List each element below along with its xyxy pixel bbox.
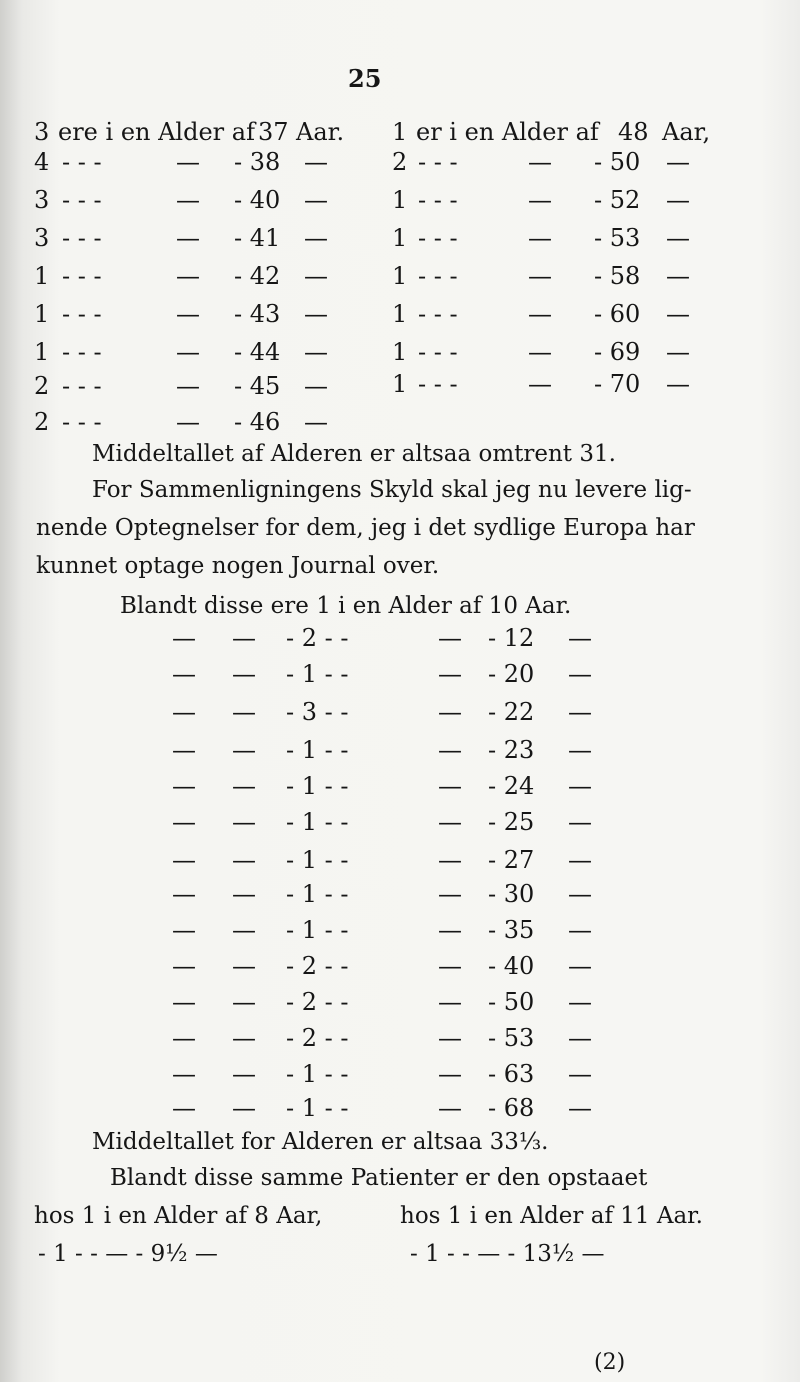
ditto-dash: — bbox=[176, 408, 200, 436]
count: 4 bbox=[34, 148, 50, 176]
ditto-dash: — bbox=[172, 736, 196, 764]
ditto-dash: — bbox=[438, 952, 462, 980]
unit: — bbox=[568, 1060, 592, 1088]
ditto-dash: — bbox=[172, 1024, 196, 1052]
ditto-dash: — bbox=[172, 698, 196, 726]
age: 37 bbox=[258, 118, 289, 146]
ditto-dash: — bbox=[176, 262, 200, 290]
ditto-dash: — bbox=[232, 846, 256, 874]
age: - 68 bbox=[488, 1094, 535, 1122]
ditto-dash: — bbox=[438, 698, 462, 726]
ditto-dash: — bbox=[172, 916, 196, 944]
ditto-dash: — bbox=[232, 880, 256, 908]
ditto-dash: — bbox=[172, 772, 196, 800]
count: 1 bbox=[34, 300, 50, 328]
ditto-dash: — bbox=[172, 1060, 196, 1088]
ditto-dash: — bbox=[438, 736, 462, 764]
mean-age-sentence-1: Middeltallet af Alderen er altsaa omtrent 31. bbox=[92, 441, 616, 467]
count: 1 bbox=[392, 338, 408, 366]
unit: — bbox=[568, 736, 592, 764]
ditto-marks: - - - bbox=[62, 300, 102, 328]
ditto-dash: — bbox=[438, 880, 462, 908]
ditto-dash: — bbox=[528, 338, 552, 366]
count: - 1 - - bbox=[286, 1094, 349, 1122]
unit: — bbox=[568, 916, 592, 944]
ditto-dash: — bbox=[176, 338, 200, 366]
age: - 43 bbox=[234, 300, 281, 328]
age: - 50 bbox=[488, 988, 535, 1016]
ditto-dash: — bbox=[172, 808, 196, 836]
unit: — bbox=[568, 952, 592, 980]
ditto-dash: — bbox=[528, 148, 552, 176]
age: - 41 bbox=[234, 224, 281, 252]
age: - 45 bbox=[234, 372, 281, 400]
count: 1 bbox=[392, 300, 408, 328]
age: - 58 bbox=[594, 262, 641, 290]
ditto-dash: — bbox=[438, 624, 462, 652]
age: - 24 bbox=[488, 772, 535, 800]
ditto-marks: - - - bbox=[418, 338, 458, 366]
paragraph-line: - 1 - - — - 13½ — bbox=[410, 1241, 605, 1267]
paragraph-line: hos 1 i en Alder af 8 Aar, bbox=[34, 1203, 323, 1229]
unit: — bbox=[666, 224, 690, 252]
ditto-dash: — bbox=[528, 186, 552, 214]
age: - 20 bbox=[488, 660, 535, 688]
unit: — bbox=[304, 262, 328, 290]
age: - 44 bbox=[234, 338, 281, 366]
unit: — bbox=[666, 186, 690, 214]
ditto-dash: — bbox=[176, 300, 200, 328]
unit: — bbox=[304, 186, 328, 214]
count: - 1 - - bbox=[286, 846, 349, 874]
ditto-marks: - - - bbox=[418, 262, 458, 290]
age: - 70 bbox=[594, 370, 641, 398]
ditto-dash: — bbox=[176, 224, 200, 252]
ditto-marks: - - - bbox=[418, 224, 458, 252]
age: - 53 bbox=[488, 1024, 535, 1052]
ditto-dash: — bbox=[438, 1024, 462, 1052]
ditto-dash: — bbox=[438, 660, 462, 688]
unit: — bbox=[568, 772, 592, 800]
unit: — bbox=[304, 224, 328, 252]
count: - 2 - - bbox=[286, 1024, 349, 1052]
ditto-dash: — bbox=[232, 736, 256, 764]
paragraph-line: nende Optegnelser for dem, jeg i det sydlige Europa har bbox=[36, 515, 695, 541]
count: 3 bbox=[34, 186, 50, 214]
age: - 27 bbox=[488, 846, 535, 874]
ditto-dash: — bbox=[528, 370, 552, 398]
unit: — bbox=[568, 808, 592, 836]
ditto-marks: - - - bbox=[62, 148, 102, 176]
ditto-dash: — bbox=[176, 148, 200, 176]
unit: — bbox=[568, 1024, 592, 1052]
ditto-dash: — bbox=[438, 988, 462, 1016]
ditto-dash: — bbox=[232, 952, 256, 980]
ditto-dash: — bbox=[232, 916, 256, 944]
unit: — bbox=[304, 148, 328, 176]
count: 1 bbox=[392, 186, 408, 214]
unit: — bbox=[666, 338, 690, 366]
age: - 50 bbox=[594, 148, 641, 176]
ditto-dash: — bbox=[232, 1060, 256, 1088]
unit: — bbox=[304, 300, 328, 328]
age: - 23 bbox=[488, 736, 535, 764]
count: - 2 - - bbox=[286, 624, 349, 652]
count: 3 bbox=[34, 224, 50, 252]
age: - 53 bbox=[594, 224, 641, 252]
count: 2 bbox=[34, 408, 50, 436]
count: 2 bbox=[392, 148, 408, 176]
ditto-dash: — bbox=[232, 624, 256, 652]
ditto-dash: — bbox=[232, 698, 256, 726]
unit: — bbox=[568, 1094, 592, 1122]
count: 1 bbox=[392, 262, 408, 290]
unit: — bbox=[666, 262, 690, 290]
ditto-marks: - - - bbox=[62, 408, 102, 436]
unit: — bbox=[666, 148, 690, 176]
age: - 52 bbox=[594, 186, 641, 214]
count: - 1 - - bbox=[286, 808, 349, 836]
ditto-marks: - - - bbox=[418, 148, 458, 176]
count: 1 bbox=[34, 338, 50, 366]
count: - 1 - - bbox=[286, 772, 349, 800]
mean-age-sentence-2: Middeltallet for Alderen er altsaa 33⅓. bbox=[92, 1129, 549, 1155]
count: 1 bbox=[392, 118, 408, 146]
count: - 1 - - bbox=[286, 916, 349, 944]
ditto-dash: — bbox=[232, 660, 256, 688]
paragraph-line: Blandt disse samme Patienter er den opstaaet bbox=[110, 1165, 648, 1191]
ditto-dash: — bbox=[438, 808, 462, 836]
ditto-dash: — bbox=[528, 300, 552, 328]
count: - 2 - - bbox=[286, 988, 349, 1016]
count: 1 bbox=[392, 370, 408, 398]
unit: — bbox=[666, 300, 690, 328]
ditto-marks: - - - bbox=[62, 338, 102, 366]
count: - 1 - - bbox=[286, 1060, 349, 1088]
age: - 40 bbox=[488, 952, 535, 980]
ditto-dash: — bbox=[438, 846, 462, 874]
age: - 40 bbox=[234, 186, 281, 214]
unit: — bbox=[568, 698, 592, 726]
ditto-dash: — bbox=[438, 772, 462, 800]
ditto-marks: - - - bbox=[418, 370, 458, 398]
count: 1 bbox=[34, 262, 50, 290]
age: - 63 bbox=[488, 1060, 535, 1088]
ditto-dash: — bbox=[438, 1094, 462, 1122]
unit: — bbox=[304, 372, 328, 400]
ditto-dash: — bbox=[232, 1094, 256, 1122]
count: 2 bbox=[34, 372, 50, 400]
ditto-dash: — bbox=[176, 186, 200, 214]
paragraph-line: kunnet optage nogen Journal over. bbox=[36, 553, 440, 579]
ditto-dash: — bbox=[172, 952, 196, 980]
age: - 12 bbox=[488, 624, 535, 652]
count: - 3 - - bbox=[286, 698, 349, 726]
ditto-dash: — bbox=[172, 988, 196, 1016]
ditto-dash: — bbox=[172, 880, 196, 908]
unit: — bbox=[568, 988, 592, 1016]
ditto-dash: — bbox=[172, 624, 196, 652]
unit: — bbox=[304, 338, 328, 366]
unit: — bbox=[568, 880, 592, 908]
signature-mark: (2) bbox=[594, 1350, 626, 1375]
age: - 35 bbox=[488, 916, 535, 944]
ditto-dash: — bbox=[528, 262, 552, 290]
page-number: 25 bbox=[348, 64, 382, 93]
age: - 60 bbox=[594, 300, 641, 328]
count: 1 bbox=[392, 224, 408, 252]
paragraph-line: hos 1 i en Alder af 11 Aar. bbox=[400, 1203, 703, 1229]
age: - 38 bbox=[234, 148, 281, 176]
ditto-dash: — bbox=[172, 846, 196, 874]
unit: — bbox=[666, 370, 690, 398]
ditto-marks: - - - bbox=[62, 262, 102, 290]
age: - 25 bbox=[488, 808, 535, 836]
age: - 22 bbox=[488, 698, 535, 726]
row-phrase: ere i en Alder af bbox=[58, 118, 255, 146]
ditto-marks: - - - bbox=[62, 186, 102, 214]
unit: Aar, bbox=[662, 118, 711, 146]
ditto-marks: - - - bbox=[418, 300, 458, 328]
paragraph-line: For Sammenligningens Skyld skal jeg nu levere lig- bbox=[92, 477, 692, 503]
unit: Aar. bbox=[296, 118, 345, 146]
table2-header: Blandt disse ere 1 i en Alder af 10 Aar. bbox=[120, 593, 572, 619]
ditto-marks: - - - bbox=[418, 186, 458, 214]
ditto-dash: — bbox=[438, 1060, 462, 1088]
ditto-dash: — bbox=[438, 916, 462, 944]
ditto-dash: — bbox=[528, 224, 552, 252]
ditto-dash: — bbox=[172, 1094, 196, 1122]
count: - 1 - - bbox=[286, 880, 349, 908]
count: - 2 - - bbox=[286, 952, 349, 980]
count: - 1 - - bbox=[286, 736, 349, 764]
paragraph-line: - 1 - - — - 9½ — bbox=[38, 1241, 218, 1267]
count: 3 bbox=[34, 118, 50, 146]
ditto-dash: — bbox=[232, 808, 256, 836]
unit: — bbox=[568, 846, 592, 874]
ditto-dash: — bbox=[176, 372, 200, 400]
ditto-dash: — bbox=[232, 988, 256, 1016]
age: - 30 bbox=[488, 880, 535, 908]
ditto-dash: — bbox=[232, 1024, 256, 1052]
unit: — bbox=[568, 660, 592, 688]
ditto-marks: - - - bbox=[62, 372, 102, 400]
ditto-dash: — bbox=[172, 660, 196, 688]
count: - 1 - - bbox=[286, 660, 349, 688]
age: 48 bbox=[618, 118, 649, 146]
age: - 46 bbox=[234, 408, 281, 436]
unit: — bbox=[304, 408, 328, 436]
age: - 42 bbox=[234, 262, 281, 290]
unit: — bbox=[568, 624, 592, 652]
ditto-dash: — bbox=[232, 772, 256, 800]
ditto-marks: - - - bbox=[62, 224, 102, 252]
row-phrase: er i en Alder af bbox=[416, 118, 599, 146]
age: - 69 bbox=[594, 338, 641, 366]
